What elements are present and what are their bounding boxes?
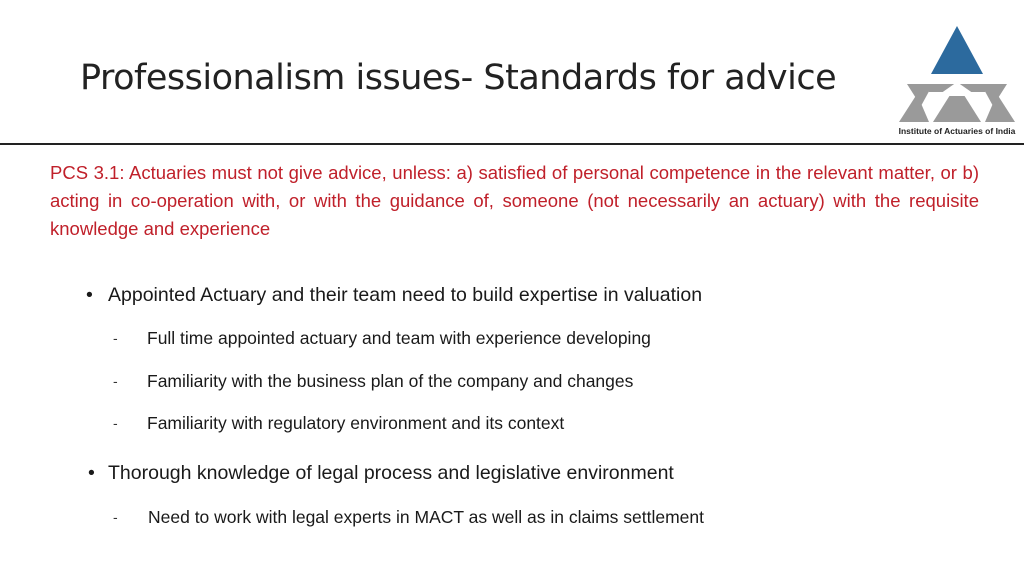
sub-bullet-text: Full time appointed actuary and team with experience developing xyxy=(147,328,651,348)
logo-emblem-icon xyxy=(893,22,1021,126)
bullet-marker: • xyxy=(86,284,93,306)
bullet-text: Appointed Actuary and their team need to build expertise in valuation xyxy=(108,284,703,306)
sub-bullet-marker: - xyxy=(113,509,118,525)
bullet-item xyxy=(86,284,703,307)
sub-bullet-item xyxy=(113,371,634,392)
sub-bullet-marker: - xyxy=(113,330,118,346)
institute-logo xyxy=(893,22,1021,140)
title-divider xyxy=(0,143,1024,145)
sub-bullet-text: Need to work with legal experts in MACT as well as in claims settlement xyxy=(148,507,705,527)
sub-bullet-item xyxy=(113,507,705,528)
bullet-item xyxy=(88,462,674,485)
sub-bullet-marker: - xyxy=(113,373,118,389)
sub-bullet-text: Familiarity with regulatory environment and its context xyxy=(147,413,565,433)
slide-title: Professionalism issues- Standards for advice xyxy=(80,58,837,98)
sub-bullet-item xyxy=(113,328,651,349)
bullet-text: Thorough knowledge of legal process and legislative environment xyxy=(108,462,674,484)
sub-bullet-text: Familiarity with the business plan of the company and changes xyxy=(147,371,634,391)
sub-bullet-marker: - xyxy=(113,415,118,431)
logo-caption: Institute of Actuaries of India xyxy=(898,126,1016,136)
pcs-standard-text: PCS 3.1: Actuaries must not give advice, unless: a) satisfied of personal competence in the relevant matter, or b) acting in co-operation with, or with the guidance of, someone (not necessarily an actuary) with the requisite knowledge and experience xyxy=(50,162,979,239)
bullet-marker: • xyxy=(88,462,95,484)
sub-bullet-item xyxy=(113,413,565,434)
